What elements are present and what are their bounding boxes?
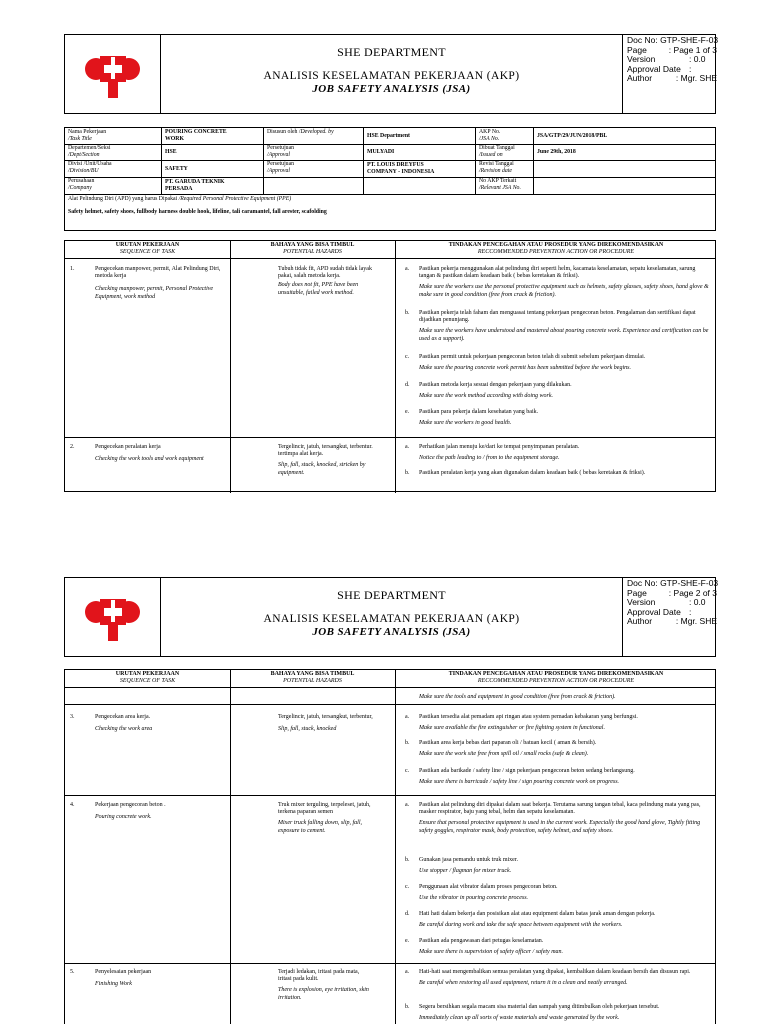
- task-number: 4.: [70, 802, 75, 808]
- revision-label: Revisi Tanggal /Revision date: [479, 161, 514, 174]
- page2-header: [64, 577, 719, 657]
- task-info-table: [64, 127, 716, 231]
- col-header-actions: TINDAKAN PENCEGAHAN ATAU PROSEDUR YANG DIREKOMENDASIKAN RECCOMMENDED PREVENTION ACTION OR PROCEDURE: [448, 242, 664, 255]
- col-header-actions: TINDAKAN PENCEGAHAN ATAU PROSEDUR YANG DIREKOMENDASIKAN RECCOMMENDED PREVENTION ACTION OR PROCEDURE: [448, 671, 664, 684]
- title-indonesian: ANALISIS KESELAMATAN PEKERJAAN (AKP): [263, 70, 520, 82]
- task-number: 5.: [70, 969, 75, 975]
- task-hazard: Truk mixer terguling, terpeleset, jatuh, terkena paparan semen Mixer truck falling down, slip, fall, exposure to cement.: [278, 802, 371, 834]
- approval2-label: Persetujuan /Approval: [267, 161, 295, 174]
- company-value: PT. GARUDA TEKNIK PERSADA: [165, 179, 225, 192]
- ppe-label: Alat Pelindung Diri (APD) yang harus Dipakai /Required Personal Protective Equipment (PPE): [68, 196, 292, 202]
- task-number: 3.: [70, 714, 75, 720]
- meta-key: Author: [627, 616, 653, 627]
- meta-value: :: [689, 63, 692, 74]
- continued-step: Make sure the tools and equipment in good condition (free from crack & friction).: [419, 694, 616, 700]
- task-sequence: Pekerjaan pengecoran beton . Pouring concrete work.: [95, 802, 166, 821]
- prepared-by-label: Disusun oleh /Developed. by: [267, 129, 334, 135]
- jsa-no-label: AKP No. /JSA No.: [479, 129, 501, 142]
- col-header-hazards: BAHAYA YANG BISA TIMBUL POTENTIAL HAZARDS: [270, 671, 355, 684]
- meta-value: : 0.0: [689, 597, 706, 608]
- task-hazard: Tergelincir, jatuh, tersangkut, terbentur. tertimpa alat kerja. Slip, fall, stuck, knocked, stricken by equipment.: [278, 444, 373, 476]
- related-jsa-label: No AKP Terkait /Relevant JSA No.: [479, 178, 521, 191]
- task-table-page2: URUTAN PEKERJAAN SEQUENCE OF TASK BAHAYA YANG BISA TIMBUL POTENTIAL HAZARDS TINDAKAN PENCEGAHAN ATAU PROSEDUR YANG DIREKOMENDASIKAN RECCOMMENDED PREVENTION ACTION OR PROCEDURE Make sure the tools and equipment in good condition (free from crack & friction). 3. Pengecekan area kerja. Checking the work area Tergelincir, jatuh, tersangkut, terbentur, Slip, fall, stuck, knocked a. Pastikan tersedia alat pemadam api ringan atau system pemadan kebakaran yang berfungsi. Make sure available the fire extinguisher or fire fighting system in functional. b. Pastikan area kerja bebas dari paparan oli / batuan kecil ( aman & bersih). Make sure the work site free from spill oil / small rocks (safe & clean). c. Pastikan ada barikade / safety line / sign pekerjaan pengecoran beton sedang berlangsung. Make sure there is barricade / safety line / sign pouring concrete work on progress. 4. Pekerjaan pengecoran beton . Pouring concrete work. Truk mixer terguling, terpeleset, jatuh, terkena paparan semen Mixer truck falling down, slip, fall, exposure to cement. a. Pastikan alat pelindung diri dipakai dalam saat bekerja. Terutama sarung tangan tebal, kaca pelindung mata yang pas, masker respirator, baju yang tebal, helm dan sepatu keselamatan. Ensure that personal protective equipment is used in the current work. Especially the good hand glove, Tightly fitting safety goggles, respirator mask, body protection, safety helmet, and safety shoes. b. Gunakan jasa pemandu untuk truk mixer. Use stopper / flagman for mixer truck. c. Penggunaan alat vibrator dalam proses pengecoran beton. Use the vibrator in pouring concrete process. d. Hati hati dalam bekerja dan posisikan alat atau equipment dalam batas jarak aman dengan pekerja. Be careful during work and take the safe space between equipment with the workers. e. Pastikan ada pengawasan dari petugas keselamatan. Make sure there is supervision of safety officer / safety man. 5. Penyelesaian pekerjaan Finishing Work Terjadi ledakan, iritasi pada mata, iritasi pada kulit. There is explosion, eye irritation, skin irritation. a. Hati-hati saat mengembalikan semua peralatan yang dipakai, kembalikan dalam keadaan bersih dan disusun rapi. Be careful when restoring all used equipment, return it in a clean and neatly arranged. b. Segera bersihkan segala macam sisa material dan sampah yang ditimbulkan oleh pekerjaan tersebut. Immediately clean up all sorts of waste materials and waste generated by the work.: [64, 669, 716, 1024]
- approval2-value: PT. LOUIS DREYFUS COMPANY - INDONESIA: [367, 162, 435, 175]
- department-title: SHE DEPARTMENT: [337, 588, 446, 602]
- task-hazard: Terjadi ledakan, iritasi pada mata, iritasi pada kulit. There is explosion, eye irritation, skin irritation.: [278, 969, 369, 1001]
- approval1-value: MULYADI: [367, 149, 395, 155]
- company-label: Perusahaan /Company: [68, 178, 95, 191]
- header-titles: [161, 35, 623, 113]
- meta-value: : Mgr. SHE: [675, 73, 717, 84]
- page1-header: [64, 34, 719, 114]
- division-value: SAFETY: [165, 166, 188, 172]
- meta-value: :: [689, 606, 692, 617]
- task-number: 1.: [70, 266, 75, 272]
- meta-key: Version: [627, 597, 656, 608]
- task-sequence: Penyelesaian pekerjaan Finishing Work: [95, 969, 152, 988]
- issued-label: Dibuat Tanggal /Issued on: [479, 145, 515, 158]
- doc-meta: [627, 579, 717, 627]
- meta-key: Doc No: [627, 578, 656, 588]
- department-title: SHE DEPARTMENT: [337, 45, 446, 59]
- meta-key: Version: [627, 54, 656, 65]
- jsa-no-value: JSA/GTP/29/JUN/2018/PBL: [537, 133, 608, 139]
- header-titles: [161, 578, 623, 656]
- doc-meta: [627, 36, 717, 84]
- meta-value: : Page 1 of 3: [668, 44, 717, 55]
- meta-value: : GTP-SHE-F-03: [655, 35, 719, 45]
- col-header-sequence: URUTAN PEKERJAAN SEQUENCE OF TASK: [115, 671, 180, 684]
- prepared-by-value: HSE Department: [367, 133, 410, 139]
- logo-icon: [65, 35, 161, 113]
- meta-key: Approval Date: [627, 606, 681, 617]
- meta-value: : Mgr. SHE: [675, 616, 717, 627]
- ppe-value: Safety helmet, safety shoes, fullbody harness double hook, lifeline, tali caramantel, fall arester, scafolding: [68, 209, 327, 215]
- task-hazard: Tubuh tidak fit, APD sudah tidak layak pakai, salah metoda kerja. Body does not fit, PPE have been unsuitable, failed work method.: [278, 266, 372, 296]
- title-indonesian: ANALISIS KESELAMATAN PEKERJAAN (AKP): [263, 613, 520, 625]
- col-header-sequence: URUTAN PEKERJAAN SEQUENCE OF TASK: [115, 242, 180, 255]
- task-title-value: POURING CONCRETE WORK: [165, 129, 227, 142]
- task-sequence: Pengecekan manpower, permit, Alat Pelindung Diri, metoda kerja Checking manpower, permit, Personal Protective Equipment, work method: [95, 266, 221, 300]
- task-title-label: Nama Pekerjaan /Task Title: [68, 129, 107, 142]
- dept-label: Departemen/Seksi /Dept/Section: [68, 145, 111, 158]
- meta-value: : 0.0: [689, 54, 706, 65]
- task-table-page1: URUTAN PEKERJAAN SEQUENCE OF TASK BAHAYA YANG BISA TIMBUL POTENTIAL HAZARDS TINDAKAN PENCEGAHAN ATAU PROSEDUR YANG DIREKOMENDASIKAN RECCOMMENDED PREVENTION ACTION OR PROCEDURE 1. Pengecekan manpower, permit, Alat Pelindung Diri, metoda kerja Checking manpower, permit, Personal Protective Equipment, work method Tubuh tidak fit, APD sudah tidak layak pakai, salah metoda kerja. Body does not fit, PPE have been unsuitable, failed work method. a. Pastikan pekerja menggunakan alat pelindung diri seperti helm, kacamata keselamatan, sepatu keselamatan, sarung tangan & pastikan dalam keadaan baik ( bebas keretakan & friksi). Make sure the workers use the personal protective equipment such as helmets, safety glasses, safety shoes, hand glove & make sure in good condition (free from crack & friction). b. Pastikan pekerja telah faham dan menguasai tentang pekerjaan pengecoran beton. Pengalaman dan sertifikasi dapat dijadikan penunjang. Make sure the workers have understood and mastered about pouring concrete work. Experience and certification can be used as a support). c. Pastikan permit untuk pekerjaan pengecoran beton telah di submit sebelum pekerjaan dimulai. Make sure the pouring concrete work permit has been submitted before the work begins. d. Pastikan metoda kerja sesuai dengan pekerjaan yang dilakukan. Make sure the work method according with doing work. e. Pastikan para pekerja dalam kesehatan yang baik. Make sure the workers in good health. 2. Pengecekan peralatan kerja Checking the work tools and work equipment Tergelincir, jatuh, tersangkut, terbentur. tertimpa alat kerja. Slip, fall, stuck, knocked, stricken by equipment. a. Perhatikan jalan menuju ke/dari ke tempat penyimpanan peralatan. Notice the path leading to / from to the equipment storage. b. Pastikan peralatan kerja yang akan digunakan dalam keadaan baik ( bebas keretakan & friksi).: [64, 240, 716, 492]
- task-sequence: Pengecekan peralatan kerja Checking the work tools and work equipment: [95, 444, 204, 463]
- meta-key: Page: [627, 44, 647, 55]
- company-logo: [65, 35, 161, 113]
- meta-key: Doc No: [627, 35, 656, 45]
- task-number: 2.: [70, 444, 75, 450]
- meta-value: : Page 2 of 3: [668, 587, 717, 598]
- title-english: JOB SAFETY ANALYSIS (JSA): [312, 626, 471, 638]
- meta-key: Approval Date: [627, 63, 681, 74]
- meta-key: Page: [627, 587, 647, 598]
- col-header-hazards: BAHAYA YANG BISA TIMBUL POTENTIAL HAZARDS: [270, 242, 355, 255]
- issued-value: June 29th, 2018: [537, 149, 576, 155]
- company-logo: [65, 578, 161, 656]
- division-label: Divisi /Unit/Usaha /Division/BU: [68, 161, 112, 174]
- approval1-label: Persetujuan /Approval: [267, 145, 295, 158]
- related-jsa-value: [534, 181, 540, 183]
- task-hazard: Tergelincir, jatuh, tersangkut, terbentur, Slip, fall, stuck, knocked: [278, 714, 373, 733]
- revision-value: [534, 164, 540, 166]
- meta-value: : GTP-SHE-F-03: [655, 578, 719, 588]
- meta-key: Author: [627, 73, 653, 84]
- title-english: JOB SAFETY ANALYSIS (JSA): [312, 83, 471, 95]
- task-sequence: Pengecekan area kerja. Checking the work area: [95, 714, 153, 733]
- logo-icon: [65, 578, 161, 656]
- dept-value: HSE: [165, 149, 177, 155]
